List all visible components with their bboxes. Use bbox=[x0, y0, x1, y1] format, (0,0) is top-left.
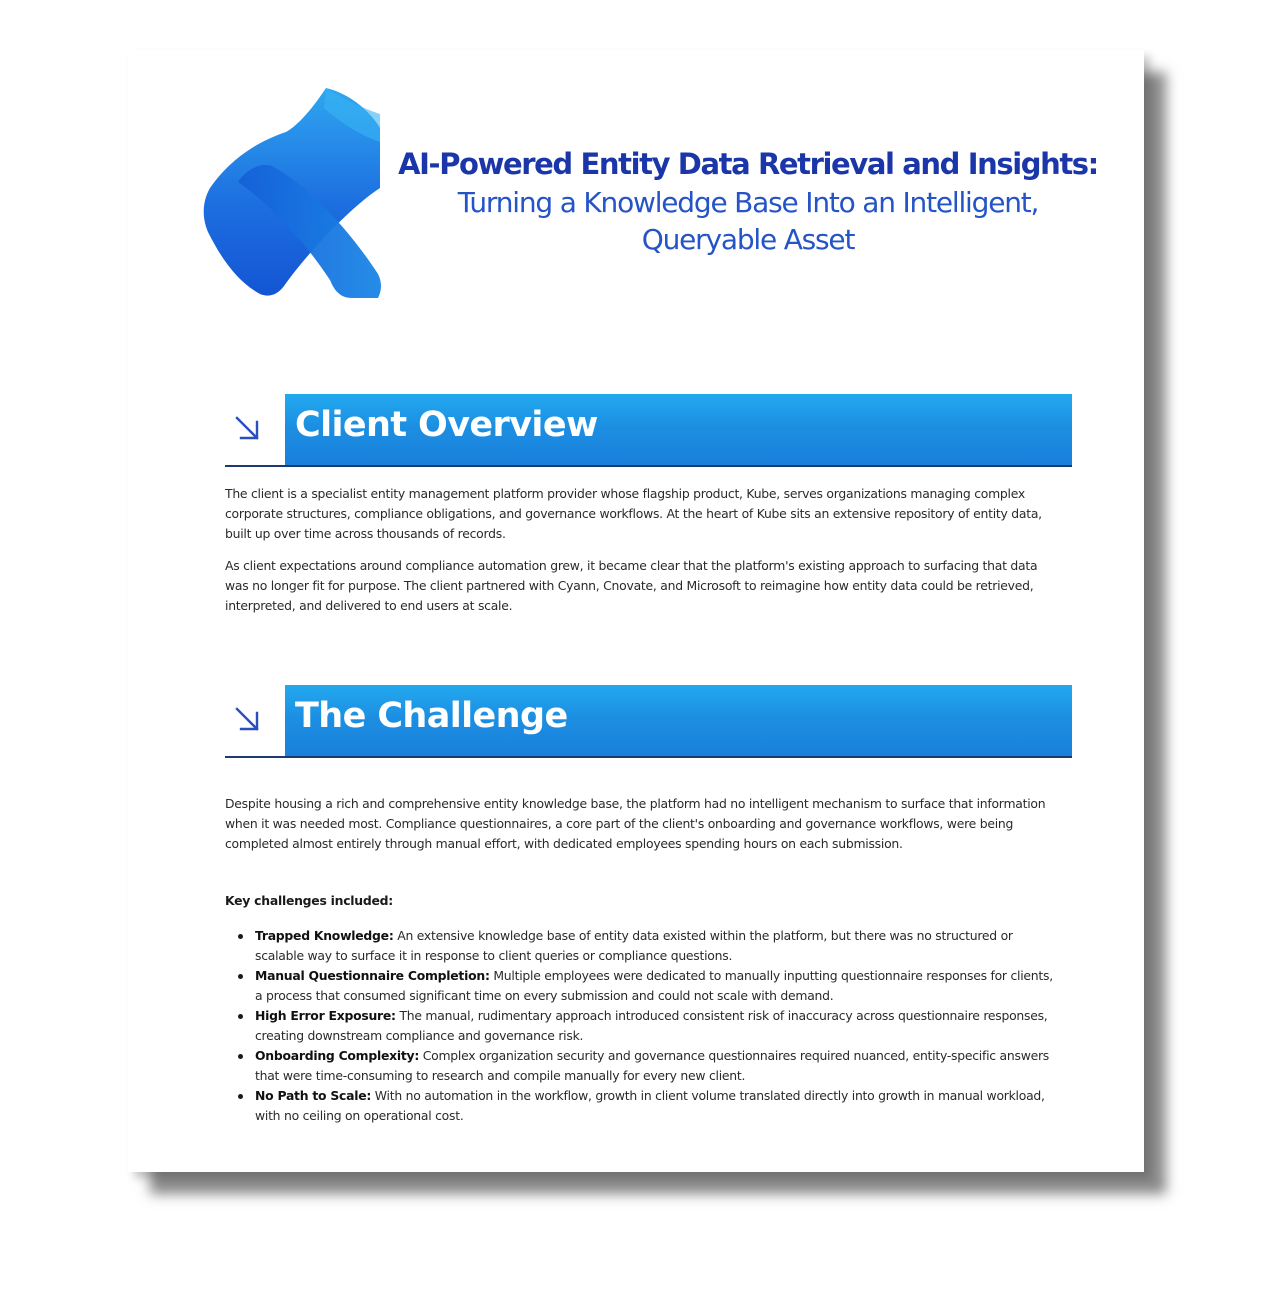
paragraph: Despite housing a rich and comprehensive entity knowledge base, the platform had no intelligent mechanism to surface that information when it was needed most. Compliance questionnaires, a core part of the client's onboarding and governance workflows, were being completed almost entirely through manual effort, with dedicated employees spending hours on each submission. bbox=[225, 796, 1046, 851]
section-heading: Client Overview bbox=[295, 405, 598, 445]
section-band bbox=[285, 685, 1072, 757]
item-text: Multiple employees were dedicated to manually inputting questionnaire responses for clients, a process that consumed significant time on every submission and could not scale with demand. bbox=[255, 968, 1053, 1003]
title-line-1: AI-Powered Entity Data Retrieval and Insights: bbox=[398, 147, 1098, 181]
item-text: The manual, rudimentary approach introduced consistent risk of inaccuracy across questionnaire responses, creating downstream compliance and governance risk. bbox=[255, 1008, 1048, 1043]
section-rule bbox=[225, 756, 1072, 758]
bullet-icon bbox=[238, 1014, 243, 1019]
list-item bbox=[235, 926, 1055, 966]
challenge-body bbox=[225, 794, 1060, 866]
paragraph: The client is a specialist entity management platform provider whose flagship product, Kube, serves organizations managing complex corporate structures, compliance obligations, and governance workflows. At the heart of Kube sits an extensive repository of entity data, built up over time across thousands of records. bbox=[225, 486, 1042, 541]
item-text: With no automation in the workflow, growth in client volume translated directly into growth in manual workload, with no ceiling on operational cost. bbox=[255, 1088, 1045, 1123]
bullet-icon bbox=[238, 934, 243, 939]
item-label: Trapped Knowledge: bbox=[255, 928, 394, 943]
key-challenges-heading: Key challenges included: bbox=[225, 893, 393, 908]
list-item bbox=[235, 1046, 1055, 1086]
item-text: An extensive knowledge base of entity data existed within the platform, but there was no structured or scalable way to surface it in response to client queries or compliance questions. bbox=[255, 928, 1013, 963]
arrow-down-right-icon bbox=[233, 414, 263, 444]
section-header-client-overview bbox=[225, 394, 1072, 466]
paragraph: As client expectations around compliance automation grew, it became clear that the platform's existing approach to surfacing that data was no longer fit for purpose. The client partnered with Cyann, Cnovate, and Microsoft to reimagine how entity data could be retrieved, interpreted, and delivered to end users at scale. bbox=[225, 558, 1038, 613]
item-label: Manual Questionnaire Completion: bbox=[255, 968, 490, 983]
challenge-list bbox=[235, 926, 1055, 1126]
list-item bbox=[235, 966, 1055, 1006]
bullet-icon bbox=[238, 1094, 243, 1099]
item-label: High Error Exposure: bbox=[255, 1008, 396, 1023]
bullet-icon bbox=[238, 1054, 243, 1059]
bullet-icon bbox=[238, 974, 243, 979]
section-header-challenge bbox=[225, 685, 1072, 757]
document-page bbox=[128, 50, 1144, 1172]
arrow-down-right-icon bbox=[233, 705, 263, 735]
section-heading: The Challenge bbox=[295, 696, 568, 736]
list-item bbox=[235, 1006, 1055, 1046]
title-line-2: Turning a Knowledge Base Into an Intelligent, bbox=[457, 186, 1039, 219]
section-rule bbox=[225, 465, 1072, 467]
item-label: Onboarding Complexity: bbox=[255, 1048, 420, 1063]
client-overview-body bbox=[225, 484, 1060, 628]
document-title bbox=[388, 144, 1108, 258]
item-text: Complex organization security and governance questionnaires required nuanced, entity-specific answers that were time-consuming to research and compile manually for every new client. bbox=[255, 1048, 1050, 1083]
title-line-3: Queryable Asset bbox=[641, 223, 855, 256]
company-logo bbox=[202, 84, 382, 300]
item-label: No Path to Scale: bbox=[255, 1088, 372, 1103]
section-band bbox=[285, 394, 1072, 466]
list-item bbox=[235, 1086, 1055, 1126]
